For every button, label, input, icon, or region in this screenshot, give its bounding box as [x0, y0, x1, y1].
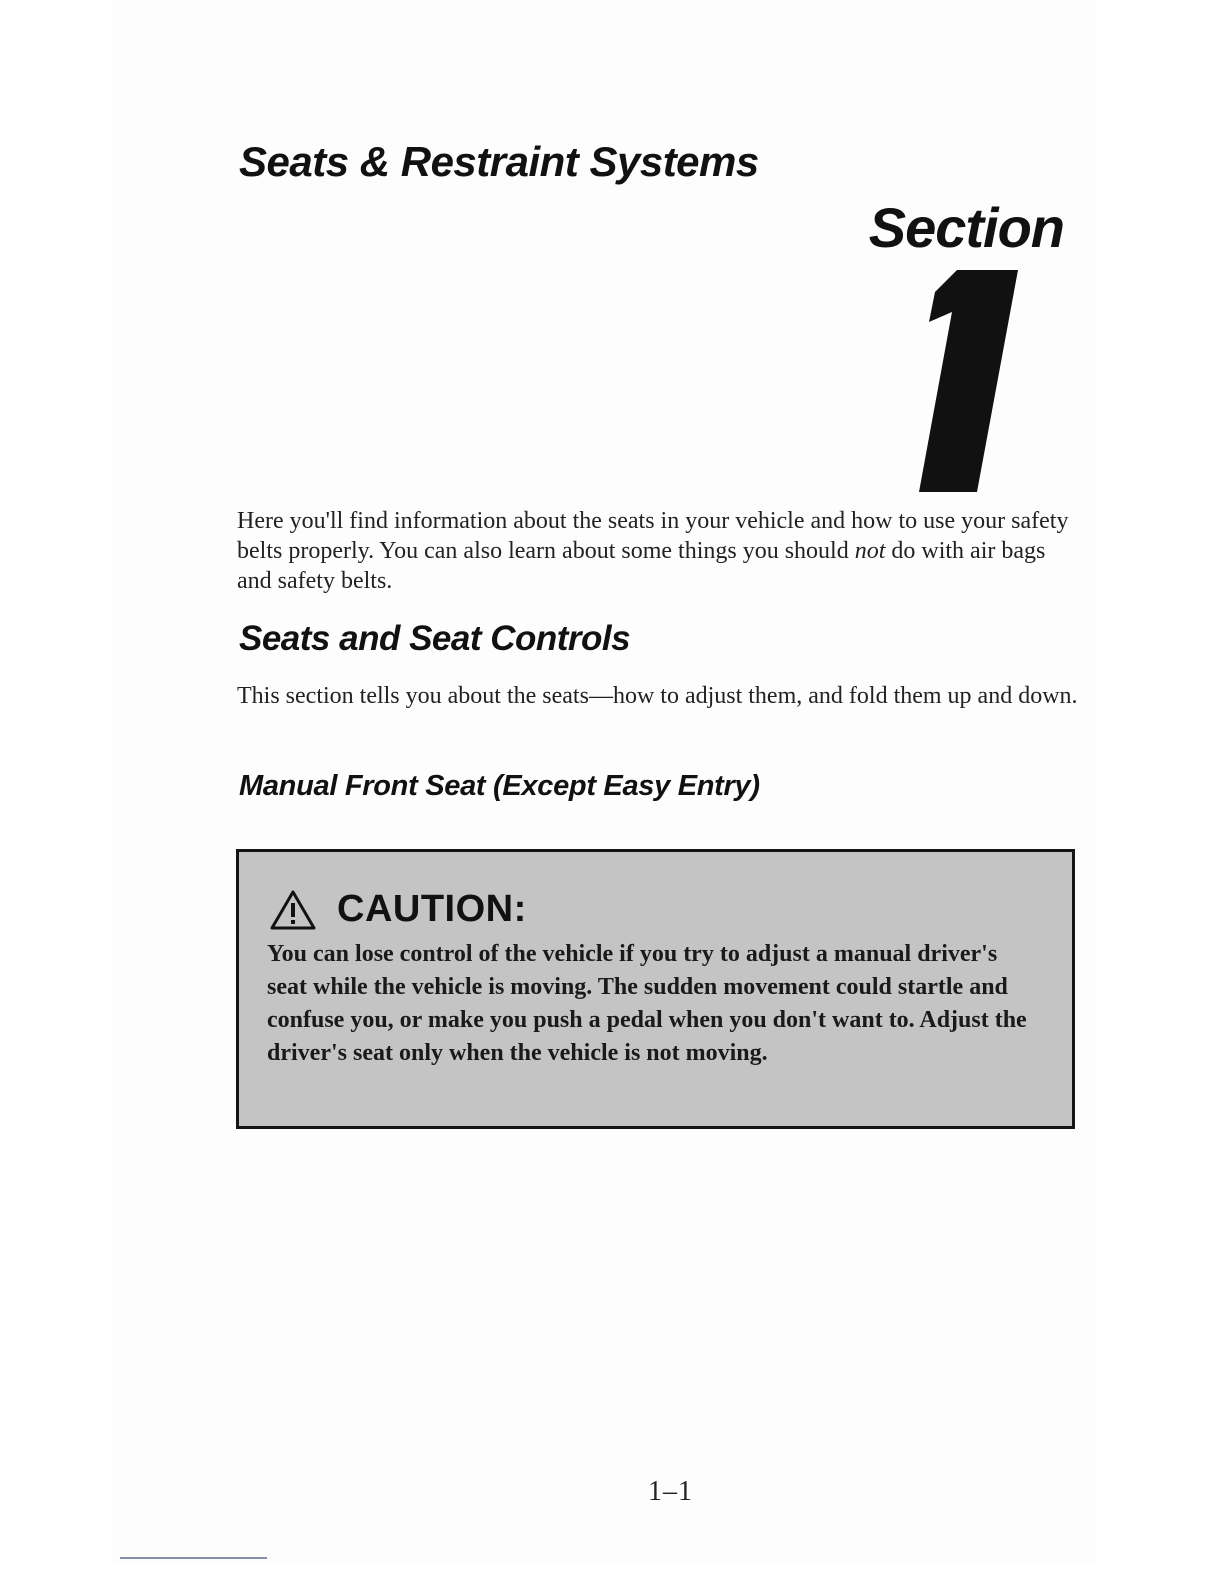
- intro-paragraph: [237, 506, 1077, 596]
- intro-text-1: Here you'll find information about the seats in your vehicle and how to use your safety belts properly. You can also learn about some things you should: [237, 508, 1069, 564]
- seats-heading: Seats and Seat Controls: [239, 619, 631, 658]
- caution-box: [236, 849, 1075, 1129]
- bottom-rule: [120, 1557, 267, 1559]
- section-title: Seats & Restraint Systems: [239, 138, 759, 185]
- manual-seat-heading: Manual Front Seat (Except Easy Entry): [239, 770, 760, 802]
- section-number-1: [915, 270, 1025, 492]
- caution-label: CAUTION:: [337, 888, 527, 930]
- seats-paragraph: This section tells you about the seats—how to adjust them, and fold them up and down.: [237, 683, 1078, 709]
- warning-triangle-icon: [269, 889, 317, 931]
- page-number: 1–1: [648, 1476, 693, 1507]
- intro-emphasis: not: [854, 538, 886, 564]
- section-label: Section: [868, 196, 1064, 259]
- caution-header: [269, 888, 527, 931]
- caution-text: You can lose control of the vehicle if you try to adjust a manual driver's seat while the vehicle is moving. The sudden movement could startle and confuse you, or make you push a pedal when you don't want to. Adjust the driver's seat only when the vehicle is not moving.: [267, 941, 1027, 1066]
- intro-text-2: do with air bags and safety belts.: [237, 538, 1046, 594]
